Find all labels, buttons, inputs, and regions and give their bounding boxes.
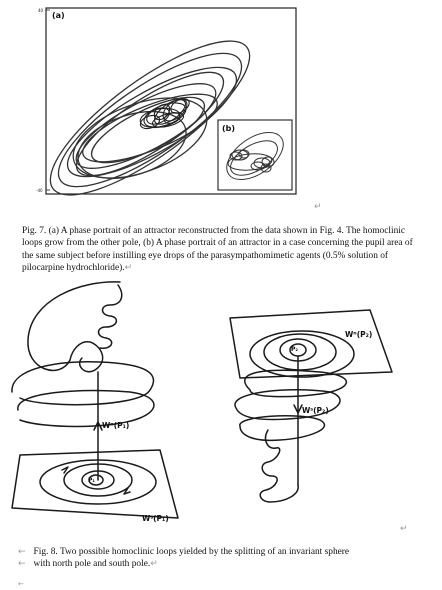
figure-7-caption-text: Pig. 7. (a) A phase portrait of an attractor reconstructed from the data shown in Fig. 4. The homoclinic loops grow from the other pole, (b) A phase portrait of an attractor in a case concerning the pupil area of the same subject before instilling eye drops of the parasympathomimetic agents (0.5% solution of pilocarpine hydrochloride). (22, 226, 413, 274)
figure-8-drawing (0, 280, 442, 535)
return-mark: ↵ (150, 559, 158, 570)
figure-8-caption-text-1: Fig. 8. Two possible homoclinic loops yielded by the splitting of an invariant sphere (33, 547, 350, 557)
figure-7-caption (22, 225, 426, 275)
figure-8-caption-text-2: with north pole and south pole. (33, 559, 151, 570)
panel-b-label: (b) (222, 124, 236, 133)
tick-bottom: -40 (36, 188, 43, 193)
figure-8-caption-line-1 (18, 546, 428, 558)
figure-8-caption (18, 546, 428, 571)
figure-7-plot (0, 0, 442, 210)
return-mark: ↵ (314, 202, 322, 212)
return-mark: ↵ (400, 524, 408, 534)
tick-top: 40 (38, 8, 44, 13)
figure-8 (0, 280, 442, 535)
right-unstable-label: Wⁿ(P₂) (345, 330, 373, 339)
left-unstable-label: Wⁿ(P₁) (102, 421, 130, 430)
arrow-mark-bottom: ← (18, 580, 24, 588)
figure-8-caption-line-2 (18, 558, 428, 570)
left-stable-label: Wˢ(P₁) (142, 514, 169, 523)
arrow-mark: ← (18, 559, 26, 570)
left-mid-loop-1 (12, 362, 154, 405)
return-mark: ↵ (124, 263, 133, 274)
right-stable-label: Wˢ(P₂) (302, 406, 329, 415)
left-spiral-arrow-2 (124, 488, 130, 494)
left-mid-loop-2 (18, 391, 154, 427)
left-spiral-arrow-1 (62, 467, 68, 473)
figure-7 (0, 0, 442, 210)
panel-a-label: (a) (52, 11, 65, 20)
right-point-label: P₂ (291, 346, 299, 353)
arrow-mark: ← (18, 547, 26, 557)
left-coil (99, 285, 122, 348)
left-point-label: P₁ (88, 477, 96, 484)
